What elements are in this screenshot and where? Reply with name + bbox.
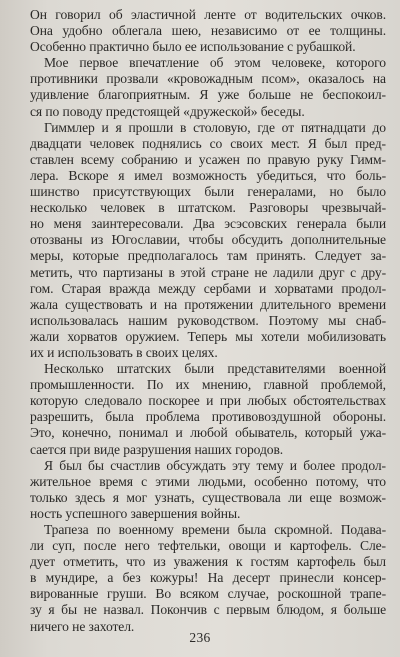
text-line: Особенно практично было ее использование с рубашкой. — [30, 39, 356, 55]
text-line: жала существовать и на протяжении длительного времени — [30, 296, 386, 312]
text-line: которую следовало поскорее и при любых обстоятельствах — [30, 393, 386, 409]
text-line: Он говорил об эластичной ленте от водительских очков. — [30, 7, 386, 22]
page-text-body — [30, 7, 386, 635]
text-line: Это, конечно, понимал и любой обыватель, который ужа- — [30, 425, 386, 441]
text-line: разрешить, была проблема противовоздушной обороны. — [30, 409, 386, 425]
text-line: Несколько штатских были представителями военной — [44, 361, 386, 377]
text-line: метить, что партизаны в этой стране не ладили друг с дру- — [30, 264, 386, 280]
text-line: лера. Вскоре я имел возможность убедиться, что боль- — [30, 167, 386, 183]
paragraph-4 — [30, 361, 386, 458]
paragraph-6 — [30, 522, 386, 635]
text-line: промышленности. По их мнению, главной проблемой, — [30, 377, 386, 393]
text-line: Она удобно облегала шею, независимо от ее толщины. — [30, 23, 386, 39]
text-line: шинство присутствующих были генералами, но было — [30, 184, 386, 200]
text-line: дует отметить, что из уважения к гостям картофель был — [30, 554, 386, 570]
text-line: ность успешного завершения войны. — [30, 505, 241, 521]
text-line: их и использовать в своих целях. — [30, 344, 218, 360]
text-line: ставлен всему собранию и усажен по правую руку Гимм- — [30, 151, 386, 167]
text-line: в мундире, а без кожуры! На десерт принесли консер- — [30, 570, 386, 586]
text-line: Я был бы счастлив обсуждать эту тему и более продол- — [44, 457, 386, 473]
text-line: использовалась нашим руководством. Поэтому мы снаб- — [30, 312, 386, 328]
text-line: несколько человек в штатском. Разговоры чрезвычай- — [30, 200, 386, 216]
text-line: двадцати человек поднялись со своих мест. Я был пред- — [30, 135, 386, 151]
page-number: 236 — [189, 630, 211, 645]
text-line: удивление благоприятным. Я уже больше не беспокоил- — [30, 87, 386, 103]
text-line: вированные груши. Во всяком случае, роскошной трапе- — [30, 586, 386, 602]
text-line: только здесь я мог узнать, существовала ли еще возмож- — [30, 489, 386, 505]
text-line: сается при виде разрушения наших городов. — [30, 441, 284, 457]
text-line: Трапеза по военному времени была скромной. Подава- — [44, 522, 386, 537]
paragraph-3 — [30, 120, 386, 361]
text-line: ничего не захотел. — [30, 618, 135, 634]
paragraph-2 — [30, 55, 386, 119]
text-line: жали хорватов оружием. Теперь мы хотели мобилизовать — [30, 328, 386, 344]
text-line: но меня заинтересовали. Два эсэсовских генерала были — [30, 216, 386, 232]
text-line: отозваны из Югославии, чтобы обсудить дополнительные — [30, 232, 386, 248]
paragraph-1 — [30, 7, 386, 55]
text-line: Мое первое впечатление об этом человеке, которого — [44, 55, 386, 71]
text-line: меры, которые предполагалось там принять. Следует за- — [30, 248, 386, 264]
paragraph-5 — [30, 458, 386, 522]
text-line: Гиммлер и я прошли в столовую, где от пятнадцати до — [44, 119, 386, 135]
text-line: зу я бы не назвал. Покончив с первым блюдом, я больше — [30, 602, 386, 618]
text-line: ли суп, после него тефтельки, овощи и картофель. Сле- — [30, 538, 386, 554]
text-line: ся по поводу предстоящей «дружеской» беседы. — [30, 103, 305, 119]
text-line: гом. Старая вражда между сербами и хорватами продол- — [30, 280, 386, 296]
text-line: жительное время с этими людьми, особенно потому, что — [30, 473, 386, 489]
text-line: противники прозвали «кровожадным псом», оказалось на — [30, 71, 386, 87]
